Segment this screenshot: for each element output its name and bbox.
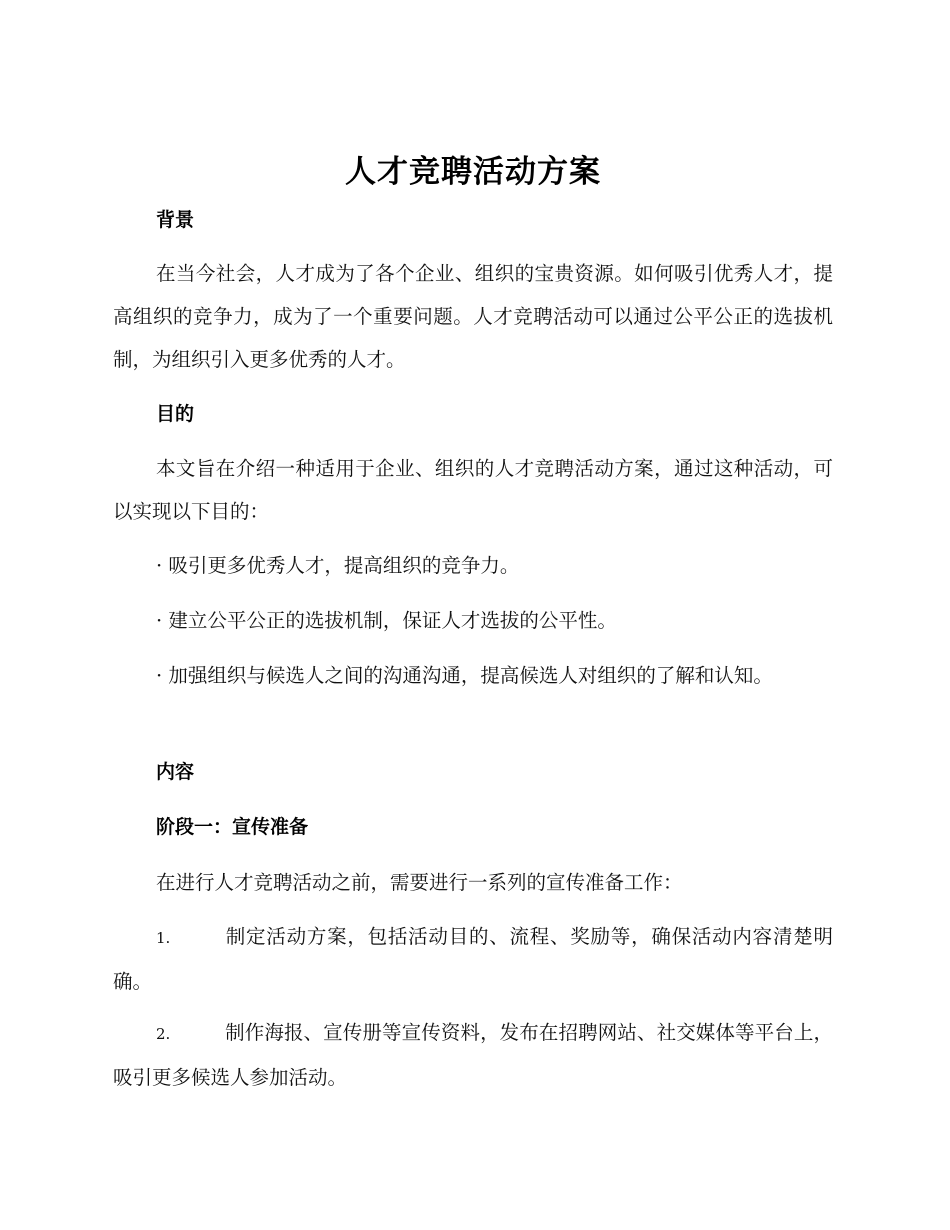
paragraph-background: 在当今社会，人才成为了各个企业、组织的宝贵资源。如何吸引优秀人才，提高组织的竞争力，成为了一个重要问题。人才竞聘活动可以通过公平公正的选拔机制，为组织引入更多优秀的人才。 [113,262,833,371]
paragraph-purpose-intro: 本文旨在介绍一种适用于企业、组织的人才竞聘活动方案，通过这种活动，可以实现以下目的： [113,457,833,523]
list-item-text: 制定活动方案，包括活动目的、流程、奖励等，确保活动内容清楚明确。 [113,925,833,993]
numbered-item-2 [113,1011,833,1099]
heading-purpose: 目的 [156,403,195,425]
heading-background: 背景 [156,209,195,231]
document-title: 人才竞聘活动方案 [345,154,601,190]
list-number: 1. [156,929,171,947]
document-page [113,0,833,1230]
heading-content: 内容 [156,761,195,783]
numbered-item-1 [113,915,833,1003]
bullet-item-2: · 建立公平公正的选拔机制，保证人才选拔的公平性。 [156,609,617,632]
heading-stage-1: 阶段一：宣传准备 [156,816,309,838]
paragraph-stage-1-intro: 在进行人才竞聘活动之前，需要进行一系列的宣传准备工作： [156,871,683,894]
list-item-text: 制作海报、宣传册等宣传资料，发布在招聘网站、社交媒体等平台上，吸引更多候选人参加活动。 [113,1021,833,1089]
list-number: 2. [156,1025,171,1043]
bullet-item-3: · 加强组织与候选人之间的沟通沟通，提高候选人对组织的了解和认知。 [156,664,773,687]
bullet-item-1: · 吸引更多优秀人才，提高组织的竞争力。 [156,554,520,577]
